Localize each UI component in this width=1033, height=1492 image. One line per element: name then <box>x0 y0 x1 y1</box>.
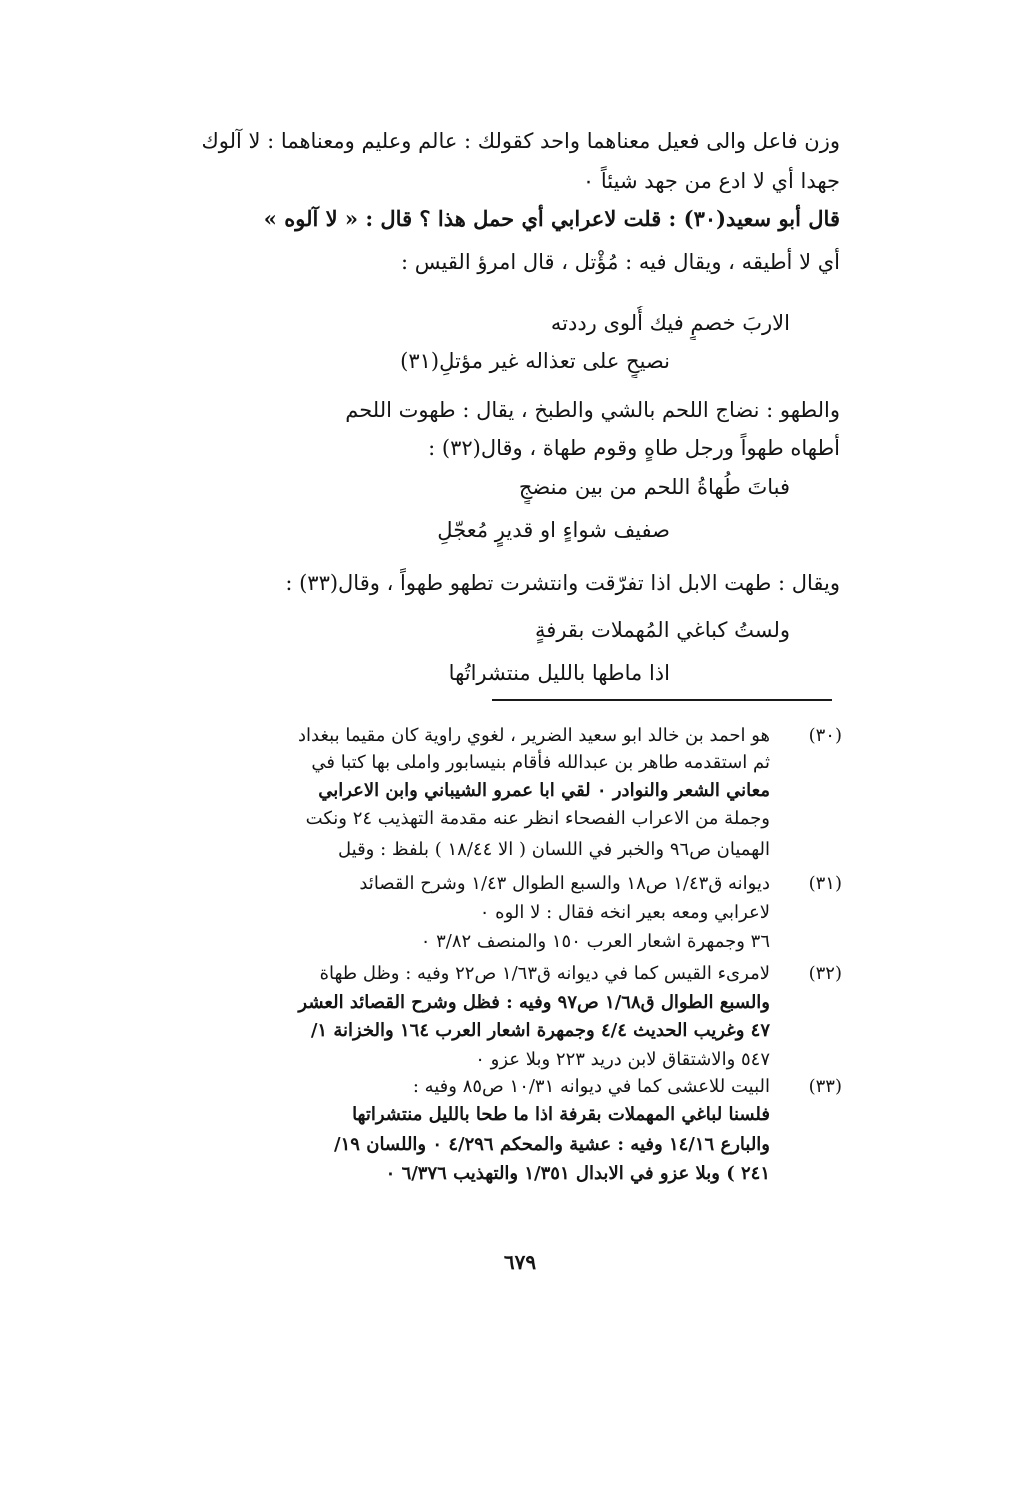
footnote-line: والبارع ١٤/١٦ وفيه : عشية والمحكم ٤/٢٩٦ ٠ واللسان ١٩/ <box>334 1134 770 1155</box>
body-line-3: قال أبو سعيد(٣٠) : قلت لاعرابي أي حمل هذا ؟ قال : « لا آلوه » <box>263 206 840 231</box>
verse-line-2: نصيحٍ على تعذاله غير مؤتلِ(٣١) <box>400 349 670 373</box>
footnote-number-32: (٣٢) <box>808 963 842 984</box>
footnote-line: هو احمد بن خالد ابو سعيد الضرير ، لغوي راوية كان مقيما ببغداد <box>298 725 770 746</box>
footnote-line: ٣٦ وجمهرة اشعار العرب ١٥٠ والمنصف ٣/٨٢ ٠ <box>420 931 770 952</box>
footnote-line: وجملة من الاعراب الفصحاء انظر عنه مقدمة التهذيب ٢٤ ونكت <box>305 808 770 829</box>
body-line-5: والطهو : نضاج اللحم بالشي والطبخ ، يقال : طهوت اللحم <box>345 398 840 422</box>
footnote-line: معاني الشعر والنوادر ٠ لقي ابا عمرو الشيباني وابن الاعرابي <box>318 780 770 801</box>
footnote-number-33: (٣٣) <box>808 1076 842 1097</box>
verse-line-3: فباتَ طُهاةُ اللحم من بين منضجٍ <box>518 475 790 499</box>
footnote-line: لامرىء القيس كما في ديوانه ق١/٦٣ ص٢٢ وفيه : وظل طهاة <box>319 963 770 984</box>
footnote-number-30: (٣٠) <box>808 725 842 746</box>
footnote-line: لاعرابي ومعه بعير انخه فقال : لا الوه ٠ <box>479 902 770 923</box>
body-line-4: أي لا أطيقه ، ويقال فيه : مُؤْتل ، قال امرؤ القيس : <box>400 250 840 274</box>
page-number: ٦٧٩ <box>503 1250 537 1274</box>
verse-line-1: الاربَ خصمٍ فيك أُلوى رددته <box>550 311 790 335</box>
verse-line-6: اذا ماطها بالليل منتشراتُها <box>448 661 670 685</box>
body-line-6: أطهاه طهواً ورجل طاهٍ وقوم طهاة ، وقال(٣٢) : <box>428 436 840 460</box>
footnote-line: الهميان ص٩٦ والخبر في اللسان ( الا ١٨/٤٤ ) بلفظ : وقيل <box>338 839 770 860</box>
verse-line-5: ولستُ كباغي المُهملات بقرفةٍ <box>535 618 790 642</box>
footnote-line: ٤٧ وغريب الحديث ٤/٤ وجمهرة اشعار العرب ١٦٤ والخزانة ١/ <box>310 1020 770 1041</box>
body-line-7: ويقال : طهت الابل اذا تفرّقت وانتشرت تطهو طهواً ، وقال(٣٣) : <box>285 571 840 595</box>
footnote-line: ثم استقدمه طاهر بن عبدالله فأقام بنيسابور واملى بها كتبا في <box>311 752 770 773</box>
footnote-line: ٥٤٧ والاشتقاق لابن دريد ٢٢٣ وبلا عزو ٠ <box>475 1049 770 1070</box>
verse-line-4: صفيف شواءٍ او قديرٍ مُعجّلِ <box>437 518 670 542</box>
footnote-separator <box>492 699 832 701</box>
body-line-2: جهدا أي لا ادع من جهد شيئاً ٠ <box>582 169 840 193</box>
footnote-line: والسبع الطوال ق١/٦٨ ص٩٧ وفيه : فظل وشرح القصائد العشر <box>298 992 770 1013</box>
footnote-number-31: (٣١) <box>808 873 842 894</box>
footnote-line: ديوانه ق١/٤٣ ص١٨ والسبع الطوال ١/٤٣ وشرح القصائد <box>359 873 770 894</box>
footnote-line: البيت للاعشى كما في ديوانه ١٠/٣١ ص٨٥ وفيه : <box>412 1076 770 1097</box>
body-line-1: وزن فاعل والى فعيل معناهما واحد كقولك : عالم وعليم ومعناهما : لا آلوك <box>201 129 840 153</box>
footnote-line: فلسنا لباغي المهملات بقرفة اذا ما طحا بالليل منتشراتها <box>352 1104 770 1125</box>
footnote-line: ٢٤١ ) وبلا عزو في الابدال ١/٣٥١ والتهذيب ٦/٣٧٦ ٠ <box>385 1163 770 1184</box>
